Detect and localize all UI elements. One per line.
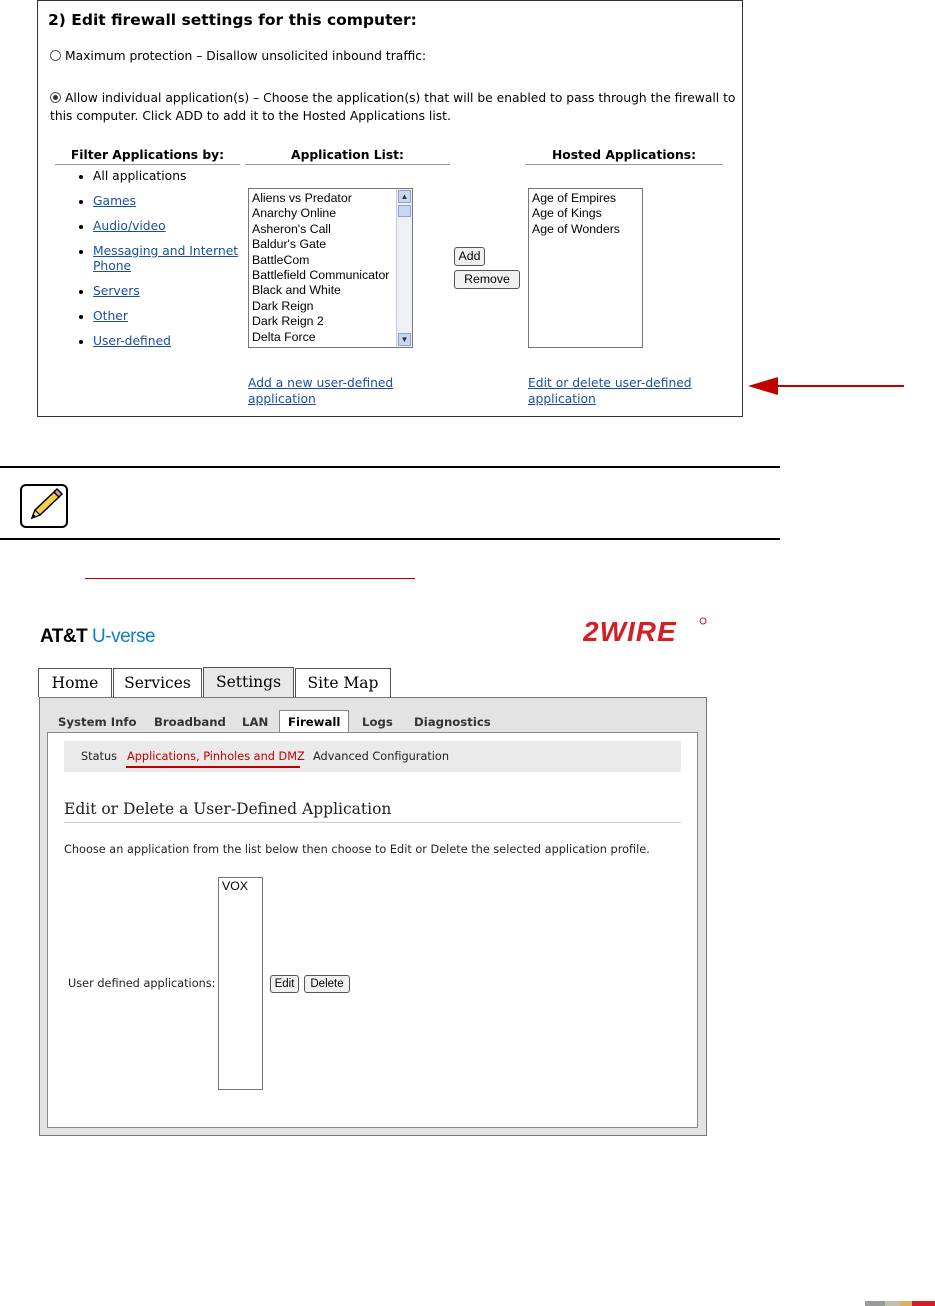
firewall-settings-panel xyxy=(37,0,743,417)
add-user-defined-link[interactable]: Add a new user-defined application xyxy=(248,376,394,406)
app-list-header: Application List: xyxy=(245,148,450,165)
filter-list xyxy=(77,169,238,359)
max-protection-radio[interactable] xyxy=(50,50,61,61)
allow-apps-label-line1: Allow individual application(s) – Choose the application(s) that will be enabled to pass through the firewall to xyxy=(65,91,736,105)
scroll-thumb[interactable] xyxy=(398,205,411,217)
subtab-diagnostics[interactable]: Diagnostics xyxy=(414,715,491,729)
active-subnav-underline xyxy=(126,766,300,768)
filter-header: Filter Applications by: xyxy=(55,148,240,165)
max-protection-option[interactable] xyxy=(50,49,426,63)
tab-services[interactable]: Services xyxy=(113,668,202,697)
note-top-rule xyxy=(0,466,780,468)
edit-user-defined-link[interactable]: Edit or delete user-defined application xyxy=(528,376,692,406)
user-app-item[interactable]: VOX xyxy=(222,879,248,893)
tab-site-map[interactable]: Site Map xyxy=(295,668,391,697)
subnav-advanced[interactable]: Advanced Configuration xyxy=(313,750,450,763)
app-item[interactable]: Asheron's Call xyxy=(252,221,331,236)
2wire-logo-icon xyxy=(583,615,709,645)
app-item[interactable]: Anarchy Online xyxy=(252,206,337,221)
user-apps-listbox[interactable] xyxy=(218,877,263,1090)
add-button[interactable]: Add xyxy=(454,247,485,266)
allow-apps-radio[interactable] xyxy=(50,92,61,103)
max-protection-label: Maximum protection – Disallow unsolicited inbound traffic: xyxy=(65,49,427,63)
subtab-logs[interactable]: Logs xyxy=(362,715,393,729)
color-strip-icon xyxy=(865,1301,935,1306)
pencil-note-icon xyxy=(20,484,68,528)
tab-settings[interactable]: Settings xyxy=(203,667,294,698)
app-item[interactable]: Battlefield Communicator xyxy=(252,268,390,283)
callout-arrow-icon xyxy=(748,375,904,397)
hosted-header: Hosted Applications: xyxy=(525,148,723,165)
instructions-text: Choose an application from the list below then choose to Edit or Delete the selected application profile. xyxy=(64,843,650,856)
allow-apps-label-line2: this computer. Click ADD to add it to the Hosted Applications list. xyxy=(50,109,451,123)
subnav-status[interactable]: Status xyxy=(81,750,117,763)
firewall-heading: 2) Edit firewall settings for this computer: xyxy=(48,11,417,29)
filter-games[interactable]: Games xyxy=(77,194,238,219)
link-underline xyxy=(85,578,415,579)
edit-button[interactable]: Edit xyxy=(270,975,299,993)
remove-button[interactable]: Remove xyxy=(454,270,520,289)
hosted-listbox[interactable] xyxy=(528,188,643,348)
app-list-scrollbar[interactable] xyxy=(396,189,412,347)
user-apps-label: User defined applications: xyxy=(68,977,216,990)
note-bottom-rule xyxy=(0,538,780,540)
title-divider xyxy=(64,822,681,823)
app-item[interactable]: Delta Force xyxy=(252,329,316,344)
content-area xyxy=(47,732,698,1128)
filter-messaging[interactable]: Messaging and Internet Phone xyxy=(77,244,238,284)
delete-button[interactable]: Delete xyxy=(304,975,350,993)
filter-all: All applications xyxy=(77,169,238,194)
page-title: Edit or Delete a User-Defined Application xyxy=(64,800,392,818)
filter-other[interactable]: Other xyxy=(77,309,238,334)
app-item[interactable]: BattleCom xyxy=(252,252,310,267)
allow-apps-option[interactable] xyxy=(50,89,740,125)
scroll-down-icon[interactable]: ▼ xyxy=(398,333,411,346)
hosted-item[interactable]: Age of Kings xyxy=(532,206,602,221)
app-item[interactable]: Baldur's Gate xyxy=(252,237,327,252)
app-item[interactable]: Dark Reign 2 xyxy=(252,314,324,329)
subtab-lan[interactable]: LAN xyxy=(242,715,269,729)
app-item[interactable]: Dark Reign xyxy=(252,298,314,313)
scroll-up-icon[interactable]: ▲ xyxy=(398,190,411,203)
subtab-broadband[interactable]: Broadband xyxy=(154,715,226,729)
filter-audio-video[interactable]: Audio/video xyxy=(77,219,238,244)
svg-text:2WIRE: 2WIRE xyxy=(583,616,677,645)
app-item[interactable]: Black and White xyxy=(252,283,341,298)
filter-user-defined[interactable]: User-defined xyxy=(77,334,238,359)
filter-servers[interactable]: Servers xyxy=(77,284,238,309)
hosted-item[interactable]: Age of Empires xyxy=(532,191,617,205)
application-listbox[interactable] xyxy=(248,188,413,348)
tab-home[interactable]: Home xyxy=(38,668,112,697)
subtab-firewall[interactable]: Firewall xyxy=(279,710,349,733)
att-uverse-logo: AT&T U-verse xyxy=(40,626,156,647)
hosted-item[interactable]: Age of Wonders xyxy=(532,221,620,236)
subnav-applications[interactable]: Applications, Pinholes and DMZ xyxy=(127,750,305,763)
subtab-system-info[interactable]: System Info xyxy=(58,715,137,729)
app-item[interactable]: Aliens vs Predator xyxy=(252,191,352,205)
